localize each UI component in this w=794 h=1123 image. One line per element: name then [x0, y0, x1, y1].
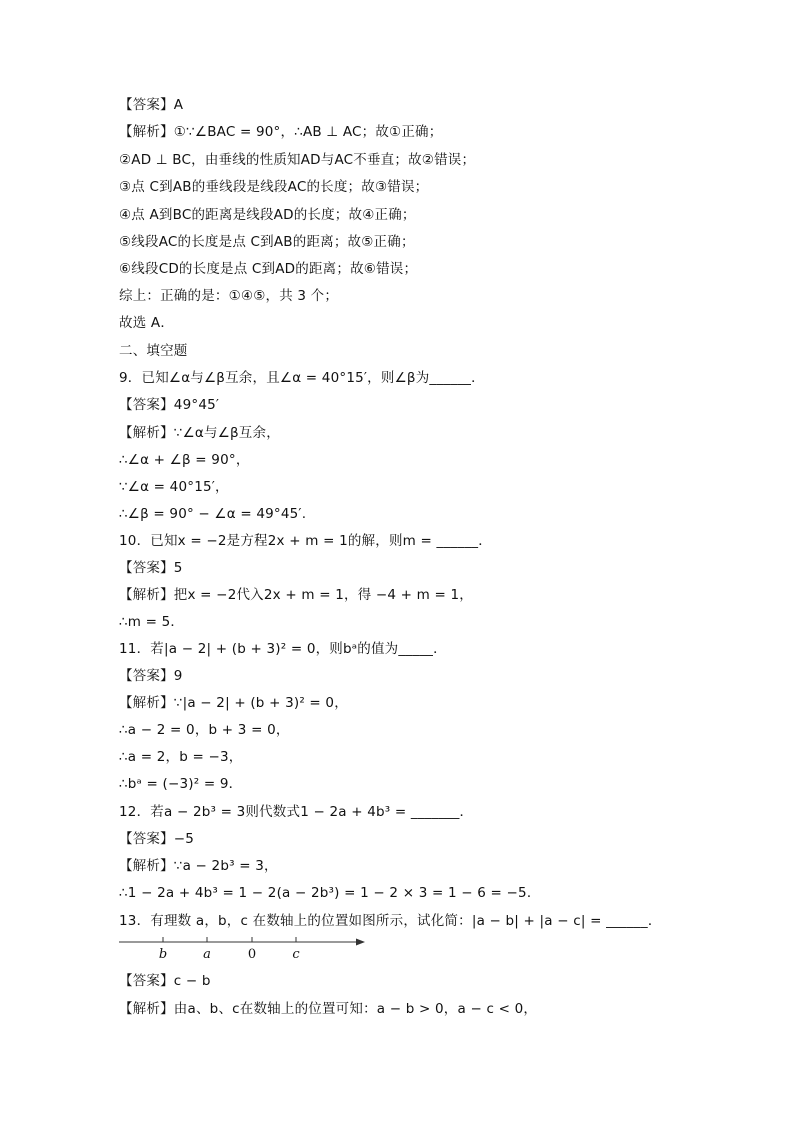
- text-line: ③点 C到AB的垂线段是线段AC的长度；故③错误；: [119, 179, 429, 195]
- text-line: ∴a = 2，b = −3，: [119, 749, 243, 765]
- text-line: ∴bᵃ = (−3)² = 9．: [119, 776, 243, 792]
- analysis-line: 【解析】∵∠α与∠β互余，: [119, 425, 280, 441]
- question-13: 13．有理数 a，b，c 在数轴上的位置如图所示，试化简：|a − b| + |a − c| = ______．: [119, 913, 662, 929]
- point-label-a: a: [203, 947, 211, 962]
- answer-line: 【答案】49°45′: [119, 397, 220, 413]
- text-line: ∵∠α = 40°15′，: [119, 479, 229, 495]
- analysis-line: 【解析】由a、b、c在数轴上的位置可知：a − b > 0，a − c < 0，: [119, 1001, 538, 1017]
- analysis-line: 【解析】把x = −2代入2x + m = 1，得 −4 + m = 1，: [119, 587, 474, 603]
- text-line: ⑤线段AC的长度是点 C到AB的距离；故⑤正确；: [119, 234, 415, 250]
- answer-line: 【答案】A: [119, 97, 184, 113]
- question-11: 11．若|a − 2| + (b + 3)² = 0，则bᵃ的值为_____．: [119, 641, 447, 657]
- question-9: 9．已知∠α与∠β互余，且∠α = 40°15′，则∠β为______．: [119, 370, 485, 386]
- text-line: ⑥线段CD的长度是点 C到AD的距离；故⑥错误；: [119, 261, 418, 277]
- section-heading: 二、填空题: [119, 343, 188, 359]
- text-line: 综上：正确的是：①④⑤，共 3 个；: [119, 288, 339, 304]
- text-line: ∴m = 5．: [119, 614, 185, 630]
- arrow-icon: [356, 939, 365, 946]
- text-line: 故选 A．: [119, 315, 175, 331]
- point-label-zero: 0: [247, 947, 257, 962]
- answer-line: 【答案】9: [119, 668, 183, 684]
- text-line: ④点 A到BC的距离是线段AD的长度；故④正确；: [119, 207, 416, 223]
- text-line: ∴∠α + ∠β = 90°，: [119, 452, 250, 468]
- text-line: ∴1 − 2a + 4b³ = 1 − 2(a − 2b³) = 1 − 2 × 3 = 1 − 6 = −5．: [119, 885, 541, 901]
- point-label-b: b: [158, 947, 168, 962]
- analysis-line: 【解析】∵a − 2b³ = 3，: [119, 858, 278, 874]
- question-10: 10．已知x = −2是方程2x + m = 1的解，则m = ______．: [119, 533, 492, 549]
- answer-line: 【答案】c − b: [119, 973, 211, 989]
- answer-line: 【答案】−5: [119, 831, 195, 847]
- answer-line: 【答案】5: [119, 560, 183, 576]
- point-label-c: c: [292, 947, 300, 962]
- analysis-line: 【解析】①∵∠BAC = 90°，∴AB ⊥ AC；故①正确；: [119, 124, 443, 140]
- question-12: 12．若a − 2b³ = 3则代数式1 − 2a + 4b³ = _______．: [119, 804, 474, 820]
- text-line: ∴a − 2 = 0，b + 3 = 0，: [119, 722, 290, 738]
- text-line: ②AD ⊥ BC，由垂线的性质知AD与AC不垂直；故②错误；: [119, 152, 476, 168]
- analysis-line: 【解析】∵|a − 2| + (b + 3)² = 0，: [119, 695, 348, 711]
- text-line: ∴∠β = 90° − ∠α = 49°45′.: [119, 506, 307, 522]
- number-line-figure: [119, 934, 369, 964]
